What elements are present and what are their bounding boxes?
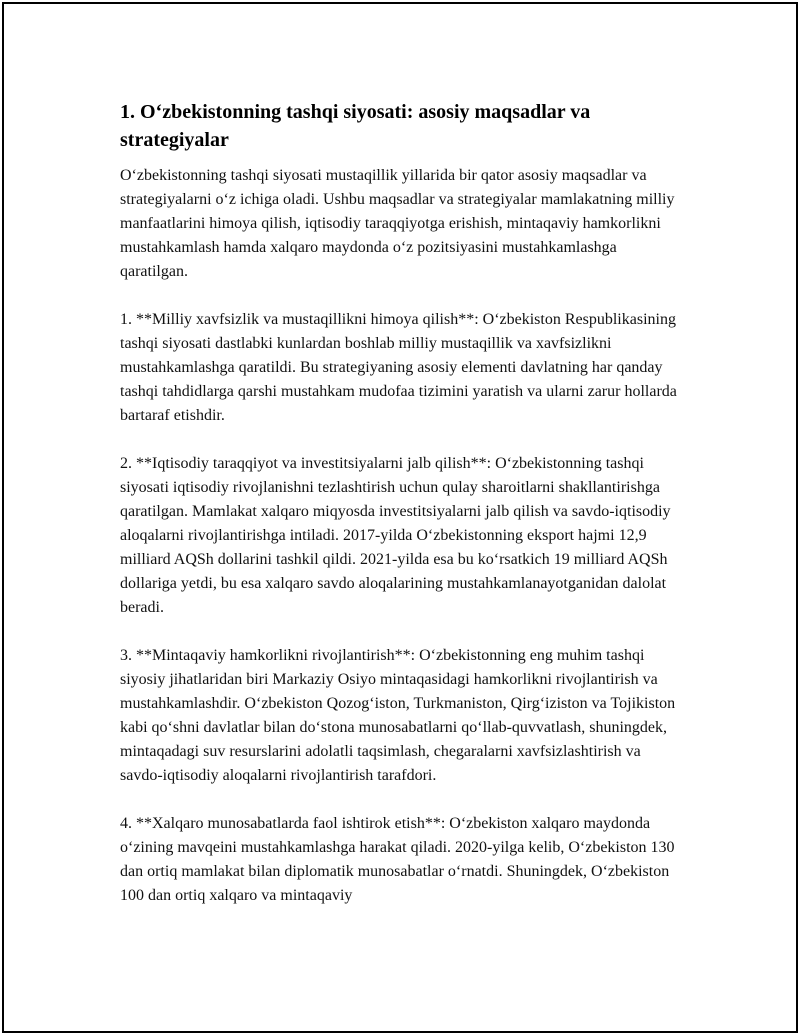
- intro-paragraph: O‘zbekistonning tashqi siyosati mustaqillik yillarida bir qator asosiy maqsadlar va strategiyalarni o‘z ichiga oladi. Ushbu maqsadlar va strategiyalar mamlakatning milliy manfaatlarini himoya qilish, iqtisodiy taraqqiyotga erishish, mintaqaviy hamkorlikni mustahkamlash hamda xalqaro maydonda o‘z pozitsiyasini mustahkamlashga qaratilgan.: [120, 167, 675, 280]
- paragraph-economic-development: 2. **Iqtisodiy taraqqiyot va investitsiyalarni jalb qilish**: O‘zbekistonning tashqi siyosati iqtisodiy rivojlanishni tezlashtirish uchun qulay sharoitlarni shakllantirishga qaratilgan. Mamlakat xalqaro miqyosda investitsiyalarni jalb qilish va savdo-iqtisodiy aloqalarni rivojlantirishga intiladi. 2017-yilda O‘zbekistonning eksport hajmi 12,9 milliard AQSh dollarini tashkil qildi. 2021-yilda esa bu ko‘rsatkich 19 milliard AQSh dollariga yetdi, bu esa xalqaro savdo aloqalarining mustahkamlanayotganidan dalolat beradi.: [120, 455, 671, 616]
- paragraph-regional-cooperation: 3. **Mintaqaviy hamkorlikni rivojlantirish**: O‘zbekistonning eng muhim tashqi siyosiy jihatlaridan biri Markaziy Osiyo mintaqasidagi hamkorlikni rivojlantirish va mustahkamlashdir. O‘zbekiston Qozog‘iston, Turkmaniston, Qirg‘iziston va Tojikiston kabi qo‘shni davlatlar bilan do‘stona munosabatlarni qo‘llab-quvvatlash, shuningdek, mintaqadagi suv resurslarini adolatli taqsimlash, chegaralarni xavfsizlashtirish va savdo-iqtisodiy aloqalarni rivojlantirish tarafdori.: [120, 647, 676, 784]
- paragraph-national-security: 1. **Milliy xavfsizlik va mustaqillikni himoya qilish**: O‘zbekiston Respublikasining tashqi siyosati dastlabki kunlardan boshlab milliy mustaqillik va xavfsizlikni mustahkamlashga qaratildi. Bu strategiyaning asosiy elementi davlatning har qanday tashqi tahdidlarga qarshi mustahkam mudofaa tizimini yaratish va ularni zarur hollarda bartaraf etishdir.: [120, 311, 677, 424]
- document-title: 1. O‘zbekistonning tashqi siyosati: asosiy maqsadlar va strategiyalar: [120, 101, 591, 151]
- document-page: [2, 2, 798, 1033]
- document-body: [120, 98, 686, 932]
- paragraph-international-relations: 4. **Xalqaro munosabatlarda faol ishtirok etish**: O‘zbekiston xalqaro maydonda o‘zining mavqeini mustahkamlashga harakat qiladi. 2020-yilga kelib, O‘zbekiston 130 dan ortiq mamlakat bilan diplomatik munosabatlar o‘rnatdi. Shuningdek, O‘zbekiston 100 dan ortiq xalqaro va mintaqaviy: [120, 815, 675, 904]
